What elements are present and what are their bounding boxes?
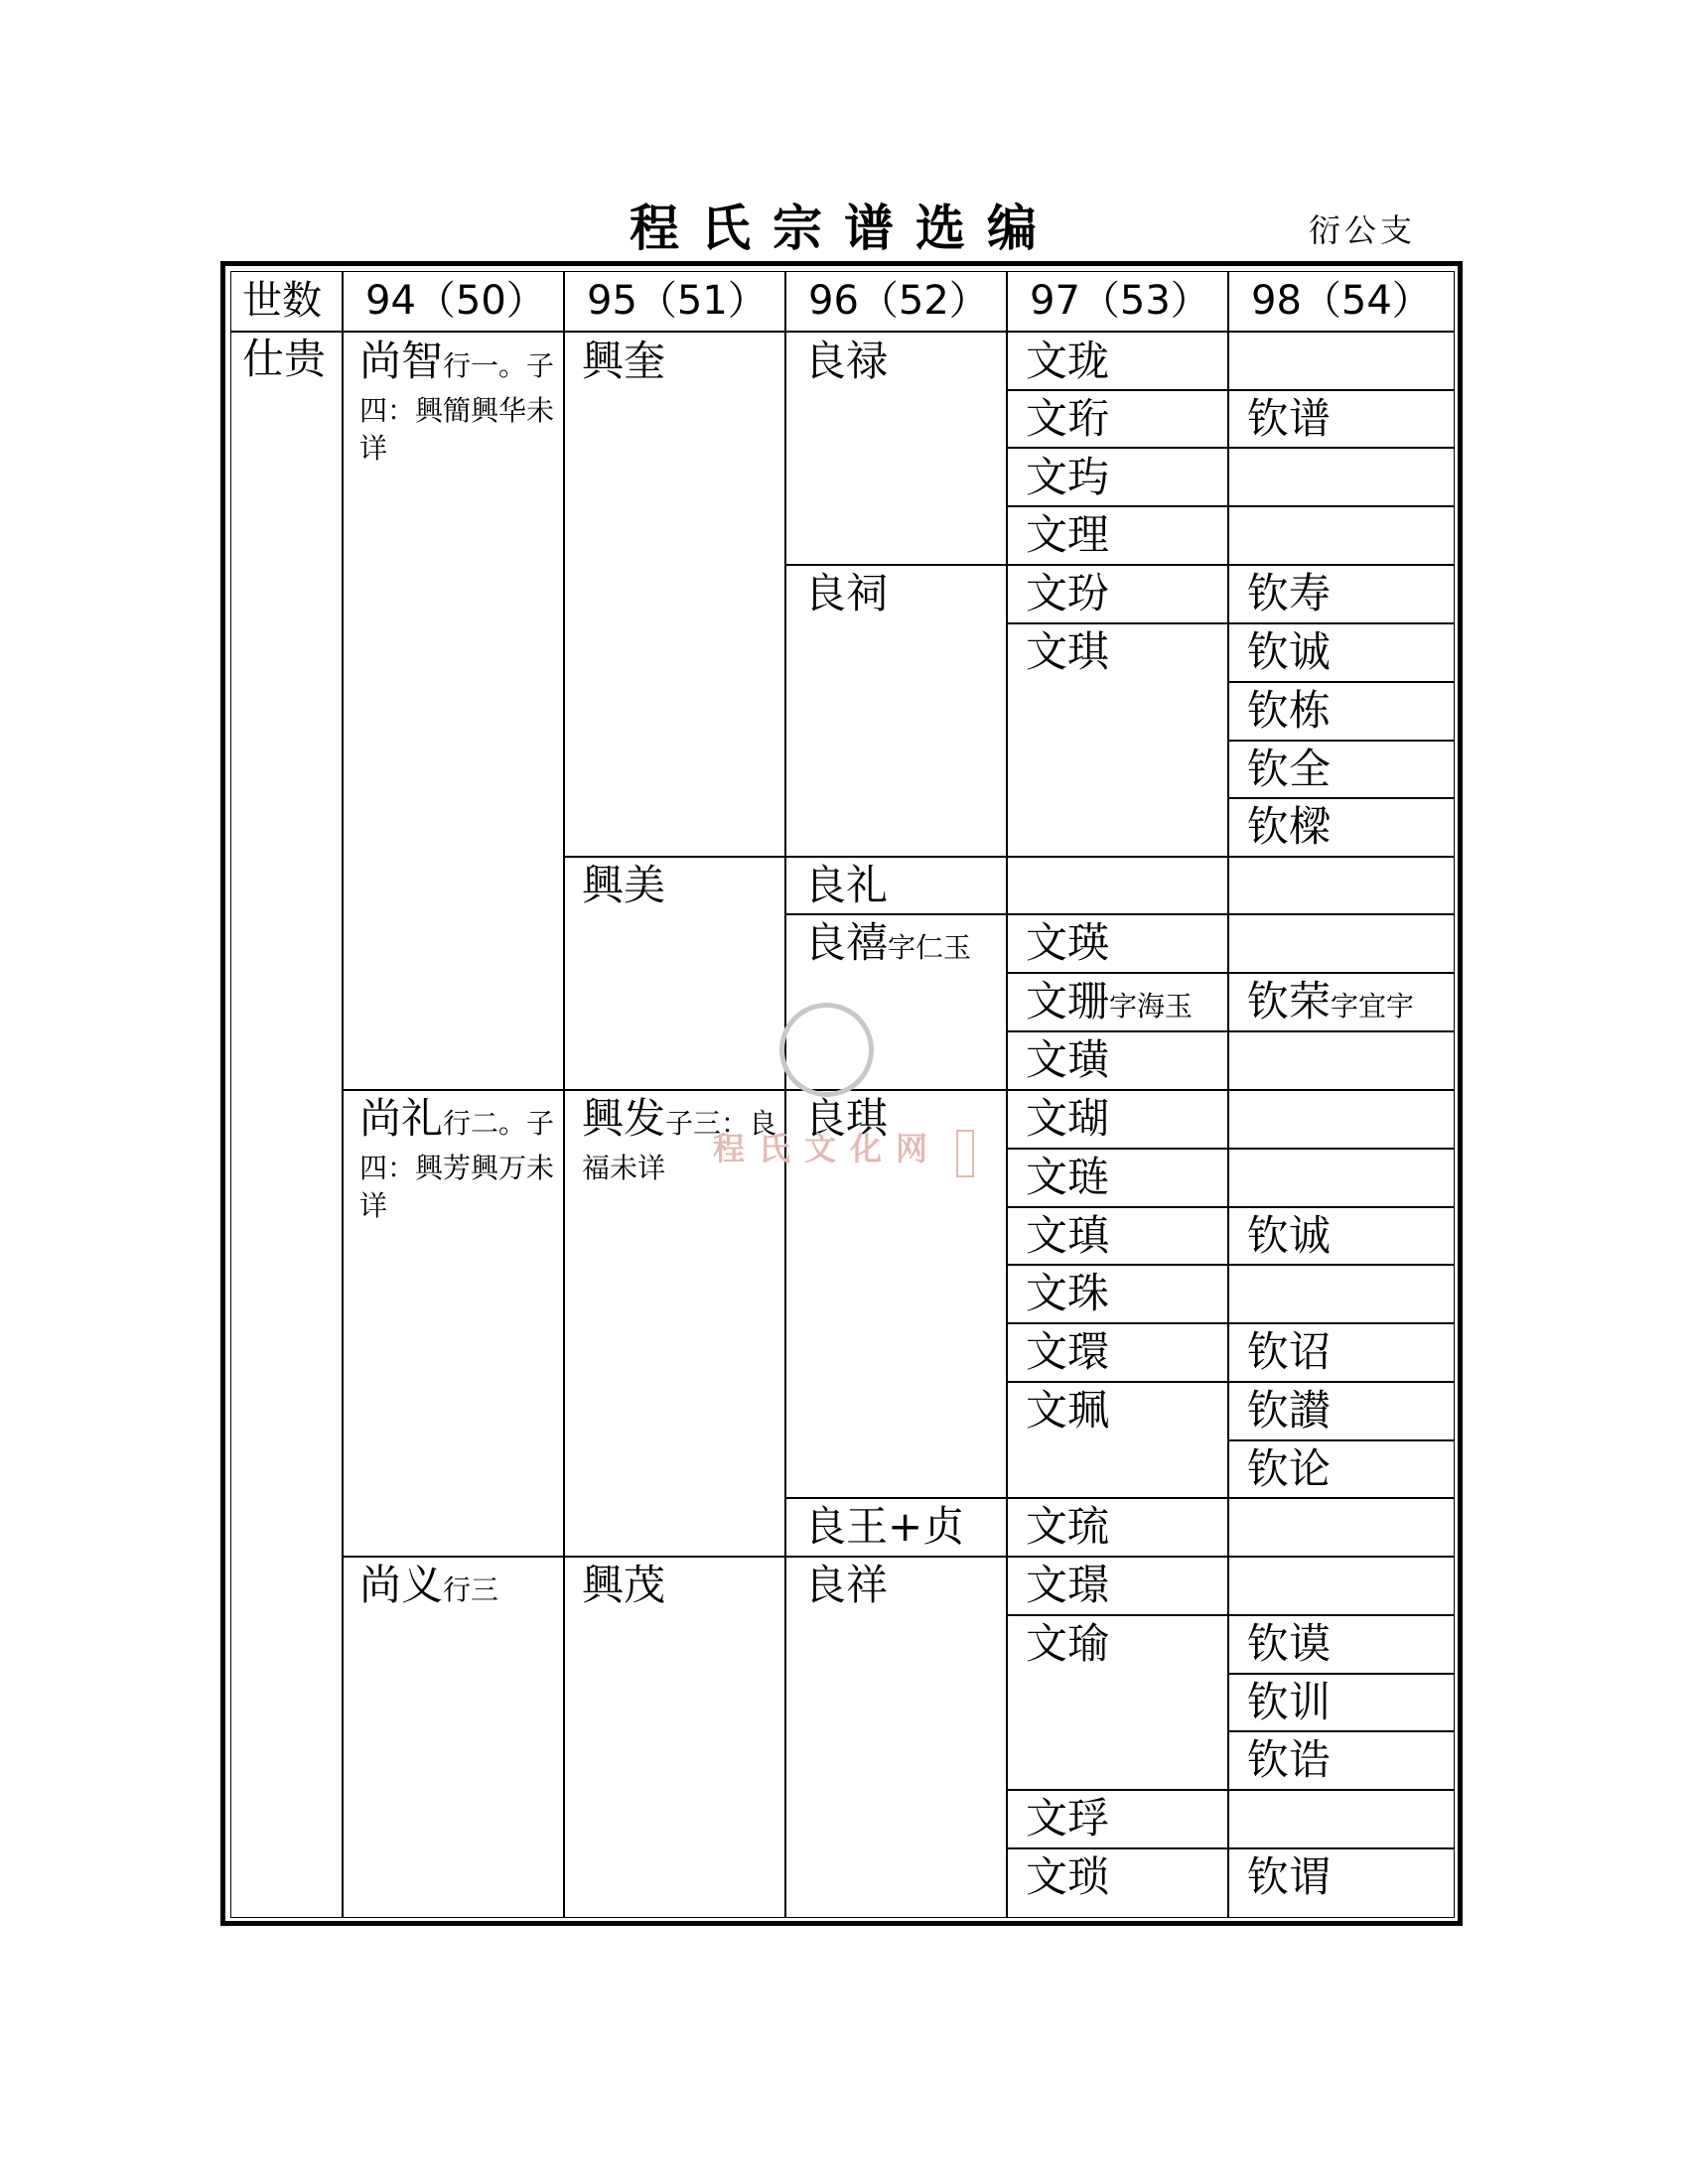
grid-line xyxy=(1006,1206,1455,1208)
grid-line xyxy=(1006,1148,1455,1150)
gen97-entry: 文璟 xyxy=(1026,1561,1110,1609)
gen96-entry: 良祥 xyxy=(804,1561,889,1609)
watermark-stamp-icon xyxy=(956,1130,974,1177)
person-name: 良禧 xyxy=(804,918,889,967)
person-note: 详 xyxy=(359,1189,388,1222)
gen98-entry: 钦全 xyxy=(1247,745,1332,793)
grid-line xyxy=(784,271,786,1918)
person-note: 字海玉 xyxy=(1109,990,1194,1023)
person-name: 興发 xyxy=(582,1094,666,1143)
grid-line xyxy=(1006,1089,1455,1091)
grid-line xyxy=(1227,1439,1455,1441)
grid-line xyxy=(1006,1381,1455,1383)
person-name: 尚礼 xyxy=(359,1094,444,1143)
grid-line xyxy=(1006,856,1455,858)
gen98-entry: 钦诚 xyxy=(1247,627,1332,676)
person-note: 字宜宇 xyxy=(1331,990,1415,1023)
gen97-entry: 文瑱 xyxy=(1026,1211,1110,1260)
gen95-entry: 興奎 xyxy=(582,337,666,385)
gen98-entry: 钦诚 xyxy=(1247,1211,1332,1260)
gen97-entry xyxy=(1026,977,1193,1031)
gen97-entry: 文瑚 xyxy=(1026,1094,1110,1143)
gen96-entry: 良禄 xyxy=(804,337,889,385)
person-note: 子三：良 xyxy=(665,1107,777,1140)
grid-line xyxy=(784,913,1006,915)
grid-line xyxy=(784,1497,1006,1499)
grid-line xyxy=(1006,1789,1455,1791)
person-name: 文珊 xyxy=(1026,977,1110,1025)
gen96-entry: 良礼 xyxy=(804,861,889,909)
gen96-entry: 良王+贞 xyxy=(804,1502,965,1551)
grid-line xyxy=(1227,681,1455,683)
gen97-entry: 文玢 xyxy=(1026,569,1110,617)
gen98-entry xyxy=(1247,977,1414,1031)
grid-line xyxy=(1006,972,1455,974)
gen98-entry: 钦论 xyxy=(1247,1444,1332,1493)
person-note: 福未详 xyxy=(582,1152,666,1184)
grid-line xyxy=(1006,1847,1455,1849)
gen97-entry: 文瑛 xyxy=(1026,918,1110,967)
gen96-entry xyxy=(804,918,971,973)
watermark-seal-icon xyxy=(779,1003,874,1097)
gen98-entry: 钦寿 xyxy=(1247,569,1332,617)
grid-line xyxy=(1227,271,1229,1918)
gen98-entry: 钦训 xyxy=(1247,1678,1332,1726)
grid-line xyxy=(1006,913,1455,915)
gen98-entry: 钦樑 xyxy=(1247,802,1332,851)
gen98-entry: 钦诰 xyxy=(1247,1735,1332,1784)
grid-line xyxy=(1006,505,1455,507)
gen98-entry: 钦谱 xyxy=(1247,394,1332,443)
gen98-entry: 钦栋 xyxy=(1247,686,1332,735)
gen94-entry xyxy=(359,1561,498,1615)
gen96-entry: 良祠 xyxy=(804,569,889,617)
grid-line xyxy=(1006,1264,1455,1266)
watermark-text: 程氏文化网 xyxy=(713,1130,942,1167)
header-gen97: 97（53） xyxy=(1030,278,1210,324)
gen95-entry: 興美 xyxy=(582,861,666,909)
gen97-entry: 文璜 xyxy=(1026,1035,1110,1084)
grid-line xyxy=(1006,1322,1455,1324)
gen97-entry: 文珮 xyxy=(1026,1386,1110,1434)
grid-line xyxy=(784,856,1006,858)
gen94-entry xyxy=(359,1094,554,1149)
grid-line xyxy=(1006,1556,1455,1558)
grid-line xyxy=(784,1556,1006,1558)
gen97-entry: 文琏 xyxy=(1026,1153,1110,1201)
person-note: 行一。子 xyxy=(443,349,555,382)
person-note: 行二。子 xyxy=(443,1107,555,1140)
grid-line xyxy=(342,1089,784,1091)
person-note: 详 xyxy=(359,432,388,465)
gen98-entry: 钦诏 xyxy=(1247,1327,1332,1376)
grid-line xyxy=(1006,564,1455,566)
header-gen96: 96（52） xyxy=(808,278,989,324)
grid-line xyxy=(230,331,1455,333)
grid-line xyxy=(563,271,565,1918)
gen97-entry: 文理 xyxy=(1026,510,1110,559)
grid-line xyxy=(1006,447,1455,449)
gen97-entry: 文玙 xyxy=(1026,453,1110,501)
gen98-entry: 钦谟 xyxy=(1247,1619,1332,1668)
grid-line xyxy=(1006,622,1455,624)
page-title: 程氏宗谱选编 xyxy=(630,199,1058,257)
branch-label: 衍公支 xyxy=(1309,211,1417,249)
header-gen98: 98（54） xyxy=(1251,278,1432,324)
gen97-entry: 文珠 xyxy=(1026,1269,1110,1317)
grid-line xyxy=(1006,271,1008,1918)
grid-line xyxy=(1227,1673,1455,1675)
grid-line xyxy=(784,564,1006,566)
grid-line xyxy=(1006,1614,1455,1616)
gen97-entry: 文珑 xyxy=(1026,337,1110,385)
grid-line xyxy=(1006,389,1455,391)
person-note: 四：興芳興万未 xyxy=(359,1152,555,1184)
grid-line xyxy=(1227,797,1455,799)
header-gen94: 94（50） xyxy=(365,278,546,324)
grid-line xyxy=(1006,1497,1455,1499)
person-name: 尚义 xyxy=(359,1561,444,1609)
gen97-entry: 文環 xyxy=(1026,1327,1110,1376)
gen96-entry: 良琪 xyxy=(804,1094,889,1143)
ancestor-name: 仕贵 xyxy=(242,335,327,383)
gen98-entry: 钦讃 xyxy=(1247,1386,1332,1434)
grid-line xyxy=(342,1556,784,1558)
header-gen95: 95（51） xyxy=(587,278,768,324)
grid-line xyxy=(1227,1730,1455,1732)
gen97-entry: 文珩 xyxy=(1026,394,1110,443)
person-note: 行三 xyxy=(443,1573,499,1606)
gen97-entry: 文琪 xyxy=(1026,627,1110,676)
person-note: 字仁玉 xyxy=(888,931,972,964)
person-name: 尚智 xyxy=(359,337,444,385)
gen97-entry: 文琉 xyxy=(1026,1502,1110,1551)
grid-line xyxy=(1227,740,1455,742)
grid-line xyxy=(563,856,784,858)
header-generation: 世数 xyxy=(242,278,322,324)
person-note: 四：興簡興华未 xyxy=(359,394,555,427)
person-name: 钦荣 xyxy=(1247,977,1332,1025)
gen97-entry: 文瑜 xyxy=(1026,1619,1110,1668)
gen95-entry: 興茂 xyxy=(582,1561,666,1609)
gen94-entry xyxy=(359,337,554,391)
gen97-entry: 文琈 xyxy=(1026,1794,1110,1843)
gen97-entry: 文琐 xyxy=(1026,1852,1110,1901)
gen98-entry: 钦谓 xyxy=(1247,1852,1332,1901)
grid-line xyxy=(342,271,344,1918)
